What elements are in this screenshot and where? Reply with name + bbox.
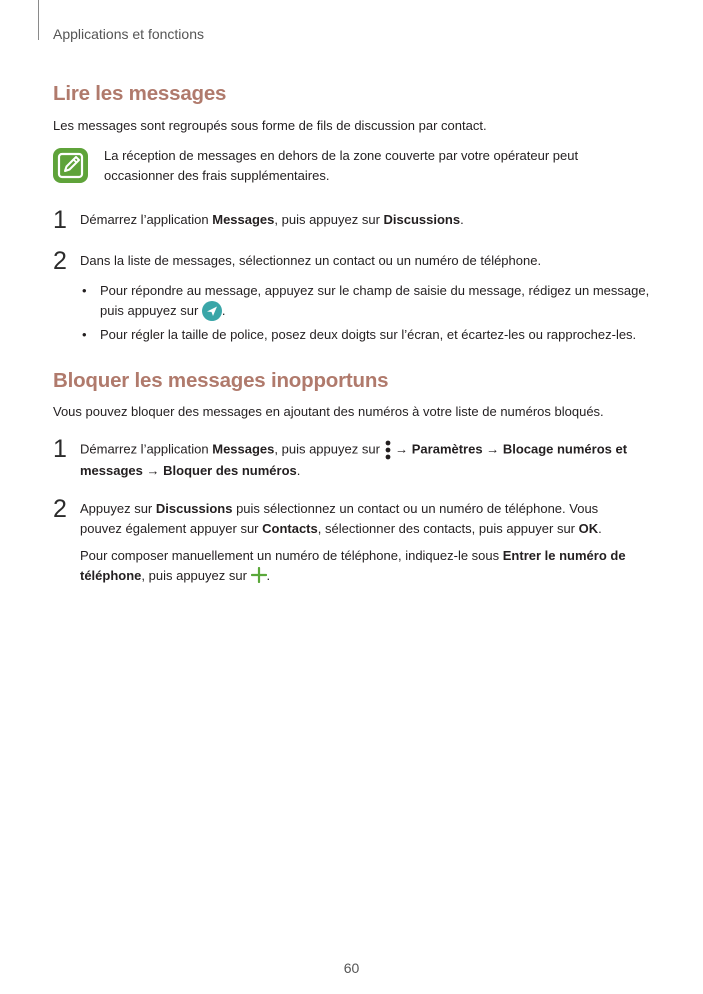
page-number: 60 — [343, 960, 360, 976]
bullet-dot: • — [82, 327, 87, 342]
page-margin-rule — [38, 0, 39, 40]
note-icon — [53, 148, 88, 183]
manual-dial-paragraph: Pour composer manuellement un numéro de téléphone, indiquez-le sous Entrer le numéro de téléphone, puis appuyez sur . — [80, 546, 626, 587]
more-options-icon — [384, 439, 392, 461]
step-text: Démarrez l’application Messages, puis appuyez sur Discussions. — [80, 212, 464, 227]
bullet-dot: • — [82, 283, 87, 298]
note-line-1: La réception de messages en dehors de la zone couverte par votre opérateur peut — [104, 148, 579, 163]
section1-intro: Les messages sont regroupés sous forme de fils de discussion par contact. — [53, 118, 487, 133]
step-number: 2 — [53, 247, 67, 275]
add-icon — [251, 567, 267, 587]
step-number: 1 — [53, 435, 67, 463]
note-text — [104, 146, 578, 186]
section2-intro: Vous pouvez bloquer des messages en ajoutant des numéros à votre liste de numéros bloqués. — [53, 404, 604, 419]
bullet-text: Pour régler la taille de police, posez deux doigts sur l’écran, et écartez-les ou rapprochez-les. — [100, 327, 637, 342]
bullet-line-2: puis appuyez sur . — [100, 301, 649, 322]
section-title-read-messages: Lire les messages — [53, 82, 227, 105]
step-text: Dans la liste de messages, sélectionnez un contact ou un numéro de téléphone. — [80, 253, 542, 268]
running-header: Applications et fonctions — [53, 26, 204, 42]
step-text: Démarrez l’application Messages, puis appuyez sur → Paramètres → Blocage numéros et messages → Bloquer des numéros. — [80, 439, 627, 481]
step-number: 2 — [53, 495, 67, 523]
bullet-line-1: Pour répondre au message, appuyez sur le champ de saisie du message, rédigez un message, — [100, 283, 650, 298]
step-number: 1 — [53, 206, 67, 234]
send-icon — [202, 301, 222, 322]
note-line-2: occasionner des frais supplémentaires. — [104, 168, 330, 183]
step-text: Appuyez sur Discussions puis sélectionnez un contact ou un numéro de téléphone. Vous pouvez également appuyer sur Contacts, sélectionner des contacts, puis appuyer sur OK. — [80, 501, 602, 536]
section-title-block-messages: Bloquer les messages inopportuns — [53, 369, 389, 392]
